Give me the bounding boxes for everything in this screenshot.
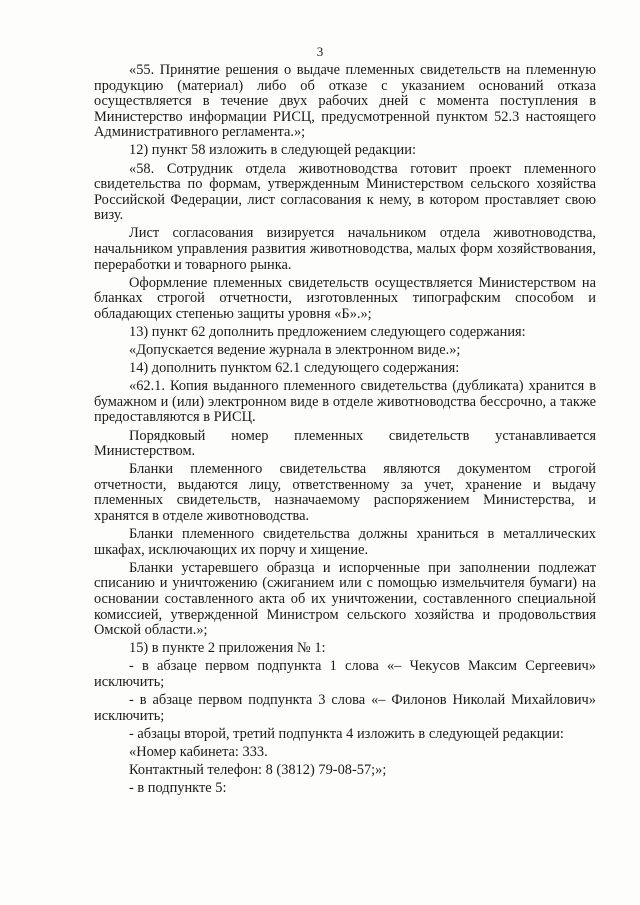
paragraph-item-14: 14) дополнить пунктом 62.1 следующего содержания: <box>129 360 460 377</box>
paragraph-destruction: Бланки устаревшего образца и испорченные при заполнении подлежат списанию и уничтожению (сжиганием или с помощью измельчителя бумаги) на основании составленного акта об их уничтожении, составленного специальной комиссией, утвержденной Министром сельского хозяйства и продовольствия Омской области.»; <box>94 559 596 639</box>
paragraph-electronic-journal: «Допускается ведение журнала в электронном виде.»; <box>129 342 461 359</box>
paragraph-cabinet-number: «Номер кабинета: 333. <box>129 743 268 760</box>
paragraph-item-12: 12) пункт 58 изложить в следующей редакции: <box>129 142 416 159</box>
paragraph-subitem-3: - в абзаце первом подпункта 3 слова «– Филонов Николай Михайлович» исключить; <box>94 692 596 724</box>
paragraph-62-1: «62.1. Копия выданного племенного свидетельства (дубликата) хранится в бумажном и (или) электронном виде в отделе животноводства бессрочно, а также предоставляются в РИСЦ. <box>94 378 596 426</box>
paragraph-item-15: 15) в пункте 2 приложения № 1: <box>129 640 326 657</box>
paragraph-serial-number: Порядковый номер племенных свидетельств устанавливается Министерством. <box>94 427 596 460</box>
paragraph-certificate-forms: Оформление племенных свидетельств осуществляется Министерством на бланках строгой отчетности, изготовленных типографским способом и обладающих степенью защиты уровня «Б».»; <box>94 274 596 322</box>
paragraph-55: «55. Принятие решения о выдаче племенных свидетельств на племенную продукцию (материал) либо об отказе с указанием оснований отказа осуществляется в течение двух рабочих дней с момента поступления в Министерство информации РИСЦ, предусмотренной пунктом 52.3 настоящего Административного регламента.»; <box>94 62 596 141</box>
page-number: 3 <box>316 44 324 59</box>
paragraph-strict-reporting: Бланки племенного свидетельства являются документом строгой отчетности, выдаются лицу, ответственному за учет, хранение и выдачу племенных свидетельств, назначаемому распоряжением Министерства, и хранятся в отделе животноводства. <box>94 461 596 525</box>
paragraph-58: «58. Сотрудник отдела животноводства готовит проект племенного свидетельства по формам, утвержденным Министерством сельского хозяйства Российской Федерации, лист согласования к нему, в котором проставляет свою визу. <box>94 160 596 224</box>
paragraph-contact-phone: Контактный телефон: 8 (3812) 79-08-57;»; <box>129 761 387 778</box>
document-body <box>94 63 596 799</box>
paragraph-subitem-4: - абзацы второй, третий подпункта 4 изложить в следующей редакции: <box>129 725 564 742</box>
paragraph-subitem-5: - в подпункте 5: <box>129 780 227 797</box>
paragraph-storage: Бланки племенного свидетельства должны храниться в металлических шкафах, исключающих их порчу и хищение. <box>94 526 596 558</box>
paragraph-approval-sheet: Лист согласования визируется начальником отдела животноводства, начальником управления развития животноводства, малых форм хозяйствования, переработки и товарного рынка. <box>94 225 596 273</box>
paragraph-subitem-1: - в абзаце первом подпункта 1 слова «– Чекусов Максим Сергеевич» исключить; <box>94 658 596 690</box>
paragraph-item-13: 13) пункт 62 дополнить предложением следующего содержания: <box>129 324 526 340</box>
